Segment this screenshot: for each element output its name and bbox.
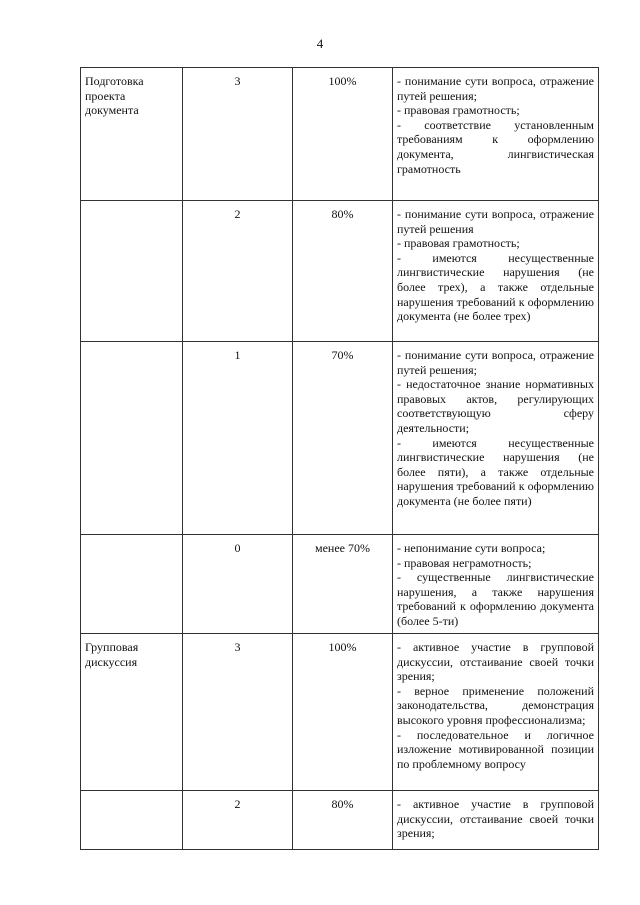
- criterion: - понимание сути вопроса, отражение путей решения;: [397, 348, 594, 377]
- criteria-cell: [393, 342, 599, 535]
- form-cell: Подготовка проекта документа: [81, 68, 183, 201]
- form-cell: [81, 791, 183, 850]
- score-cell: 2: [183, 201, 293, 342]
- score-cell: 1: [183, 342, 293, 535]
- table-row: [81, 201, 599, 342]
- table-row: [81, 68, 599, 201]
- criterion: - верное применение положений законодательства, демонстрация высокого уровня профессионализма;: [397, 683, 594, 727]
- criterion: - непонимание сути вопроса;: [397, 541, 546, 555]
- criterion: - активное участие в групповой дискуссии, отстаивание своей точки зрения;: [397, 797, 594, 841]
- criterion: - имеются несущественные лингвистические нарушения (не более трех), а также отдельные нарушения требований к оформлению документа (не более трех): [397, 250, 594, 324]
- table-row: [81, 791, 599, 850]
- percent-cell: 80%: [293, 791, 393, 850]
- criteria-cell: [393, 201, 599, 342]
- percent-cell: 80%: [293, 201, 393, 342]
- score-cell: 3: [183, 634, 293, 791]
- form-cell: [81, 535, 183, 634]
- criteria-cell: [393, 535, 599, 634]
- score-cell: 2: [183, 791, 293, 850]
- score-cell: 3: [183, 68, 293, 201]
- percent-cell: 100%: [293, 68, 393, 201]
- percent-cell: менее 70%: [293, 535, 393, 634]
- page-number: 4: [316, 36, 324, 51]
- assessment-criteria-table: [80, 67, 599, 850]
- criterion: - соответствие установленным требованиям к оформлению документа, лингвистическая грамотность: [397, 117, 594, 176]
- criteria-cell: [393, 634, 599, 791]
- criteria-cell: [393, 791, 599, 850]
- criterion: - правовая неграмотность;: [397, 555, 532, 570]
- table-row: [81, 634, 599, 791]
- criterion: - правовая грамотность;: [397, 103, 520, 118]
- form-cell: Групповая дискуссия: [81, 634, 183, 791]
- criterion: - недостаточное знание нормативных правовых актов, регулирующих соответствующую сферу деятельности;: [397, 377, 594, 435]
- criterion: - правовая грамотность;: [397, 236, 520, 251]
- criterion: - понимание сути вопроса, отражение путей решения;: [397, 74, 594, 103]
- form-cell: [81, 342, 183, 535]
- percent-cell: 70%: [293, 342, 393, 535]
- form-cell: [81, 201, 183, 342]
- criterion: - существенные лингвистические нарушения, а также нарушения требований к оформлению документа (более 5-ти): [397, 570, 594, 628]
- percent-cell: 100%: [293, 634, 393, 791]
- criterion: - имеются несущественные лингвистические нарушения (не более пяти), а также отдельные нарушения требований к оформлению документа (не более пяти): [397, 435, 594, 508]
- table-row: [81, 535, 599, 634]
- table-row: [81, 342, 599, 535]
- criterion: - активное участие в групповой дискуссии, отстаивание своей точки зрения;: [397, 640, 594, 684]
- score-cell: 0: [183, 535, 293, 634]
- criteria-cell: [393, 68, 599, 201]
- criterion: - последовательное и логичное изложение мотивированной позиции по проблемному вопросу: [397, 727, 594, 771]
- criterion: - понимание сути вопроса, отражение путей решения: [397, 207, 594, 236]
